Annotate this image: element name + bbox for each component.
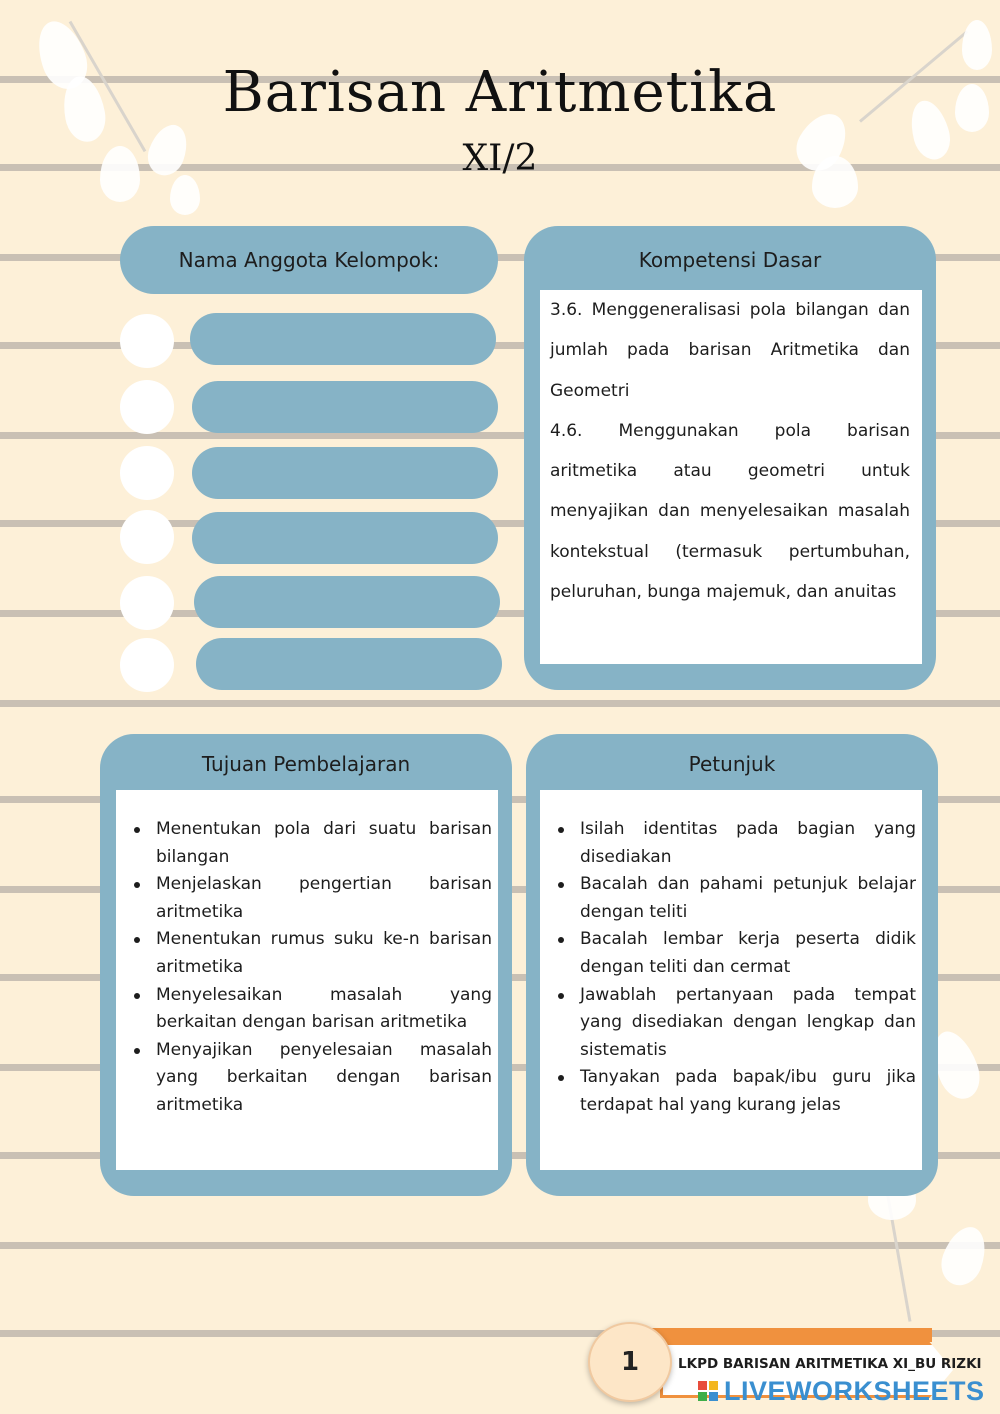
- liveworksheets-text: LIVEWORKSHEETS: [724, 1376, 985, 1406]
- member-name-field[interactable]: [192, 512, 498, 564]
- tujuan-item: Menentukan rumus suku ke-n barisan aritmetika: [156, 926, 492, 981]
- member-bullet: [120, 314, 174, 368]
- kompetensi-item: 3.6. Menggeneralisasi pola bilangan dan jumlah pada barisan Aritmetika dan Geometri: [550, 300, 910, 401]
- member-name-field[interactable]: [190, 313, 496, 365]
- tujuan-item: Menyajikan penyelesaian masalah yang berkaitan dengan barisan aritmetika: [156, 1037, 492, 1120]
- footer-label: LKPD BARISAN ARITMETIKA XI_BU RIZKI: [678, 1356, 982, 1372]
- page-number: 1: [588, 1322, 672, 1402]
- member-bullet: [120, 576, 174, 630]
- member-name-field[interactable]: [194, 576, 500, 628]
- petunjuk-heading: Petunjuk: [688, 752, 776, 776]
- kompetensi-item: 4.6. Menggunakan pola barisan aritmetika atau geometri untuk menyajikan dan menyelesaikan masalah kontekstual (termasuk pertumbuhan, peluruhan, bunga majemuk, dan anuitas: [550, 420, 910, 603]
- kompetensi-content: [540, 290, 922, 664]
- class-subtitle: XI/2: [462, 138, 538, 179]
- members-heading: [120, 226, 498, 294]
- petunjuk-item: Bacalah dan pahami petunjuk belajar dengan teliti: [580, 871, 916, 926]
- member-bullet: [120, 380, 174, 434]
- petunjuk-card: [526, 734, 938, 1196]
- petunjuk-item: Tanyakan pada bapak/ibu guru jika terdapat hal yang kurang jelas: [580, 1064, 916, 1119]
- kompetensi-card: [524, 226, 936, 690]
- petunjuk-content: [540, 790, 922, 1170]
- petunjuk-item: Isilah identitas pada bagian yang disediakan: [580, 816, 916, 871]
- member-bullet: [120, 510, 174, 564]
- tujuan-card: [100, 734, 512, 1196]
- member-name-field[interactable]: [192, 381, 498, 433]
- footer-accent-bar: [640, 1328, 932, 1342]
- member-bullet: [120, 446, 174, 500]
- tujuan-content: [116, 790, 498, 1170]
- tujuan-item: Menyelesaikan masalah yang berkaitan dengan barisan aritmetika: [156, 982, 492, 1037]
- member-bullet: [120, 638, 174, 692]
- member-name-field[interactable]: [196, 638, 502, 690]
- members-heading-label: Nama Anggota Kelompok:: [178, 248, 440, 272]
- liveworksheets-brand[interactable]: [698, 1376, 985, 1407]
- tujuan-heading: Tujuan Pembelajaran: [201, 752, 411, 776]
- liveworksheets-logo-icon: [698, 1381, 720, 1403]
- kompetensi-heading: Kompetensi Dasar: [638, 248, 822, 272]
- member-name-field[interactable]: [192, 447, 498, 499]
- petunjuk-item: Bacalah lembar kerja peserta didik dengan teliti dan cermat: [580, 926, 916, 981]
- page-title: Barisan Aritmetika: [222, 60, 778, 125]
- tujuan-item: Menjelaskan pengertian barisan aritmetika: [156, 871, 492, 926]
- petunjuk-item: Jawablah pertanyaan pada tempat yang disediakan dengan lengkap dan sistematis: [580, 982, 916, 1065]
- tujuan-item: Menentukan pola dari suatu barisan bilangan: [156, 816, 492, 871]
